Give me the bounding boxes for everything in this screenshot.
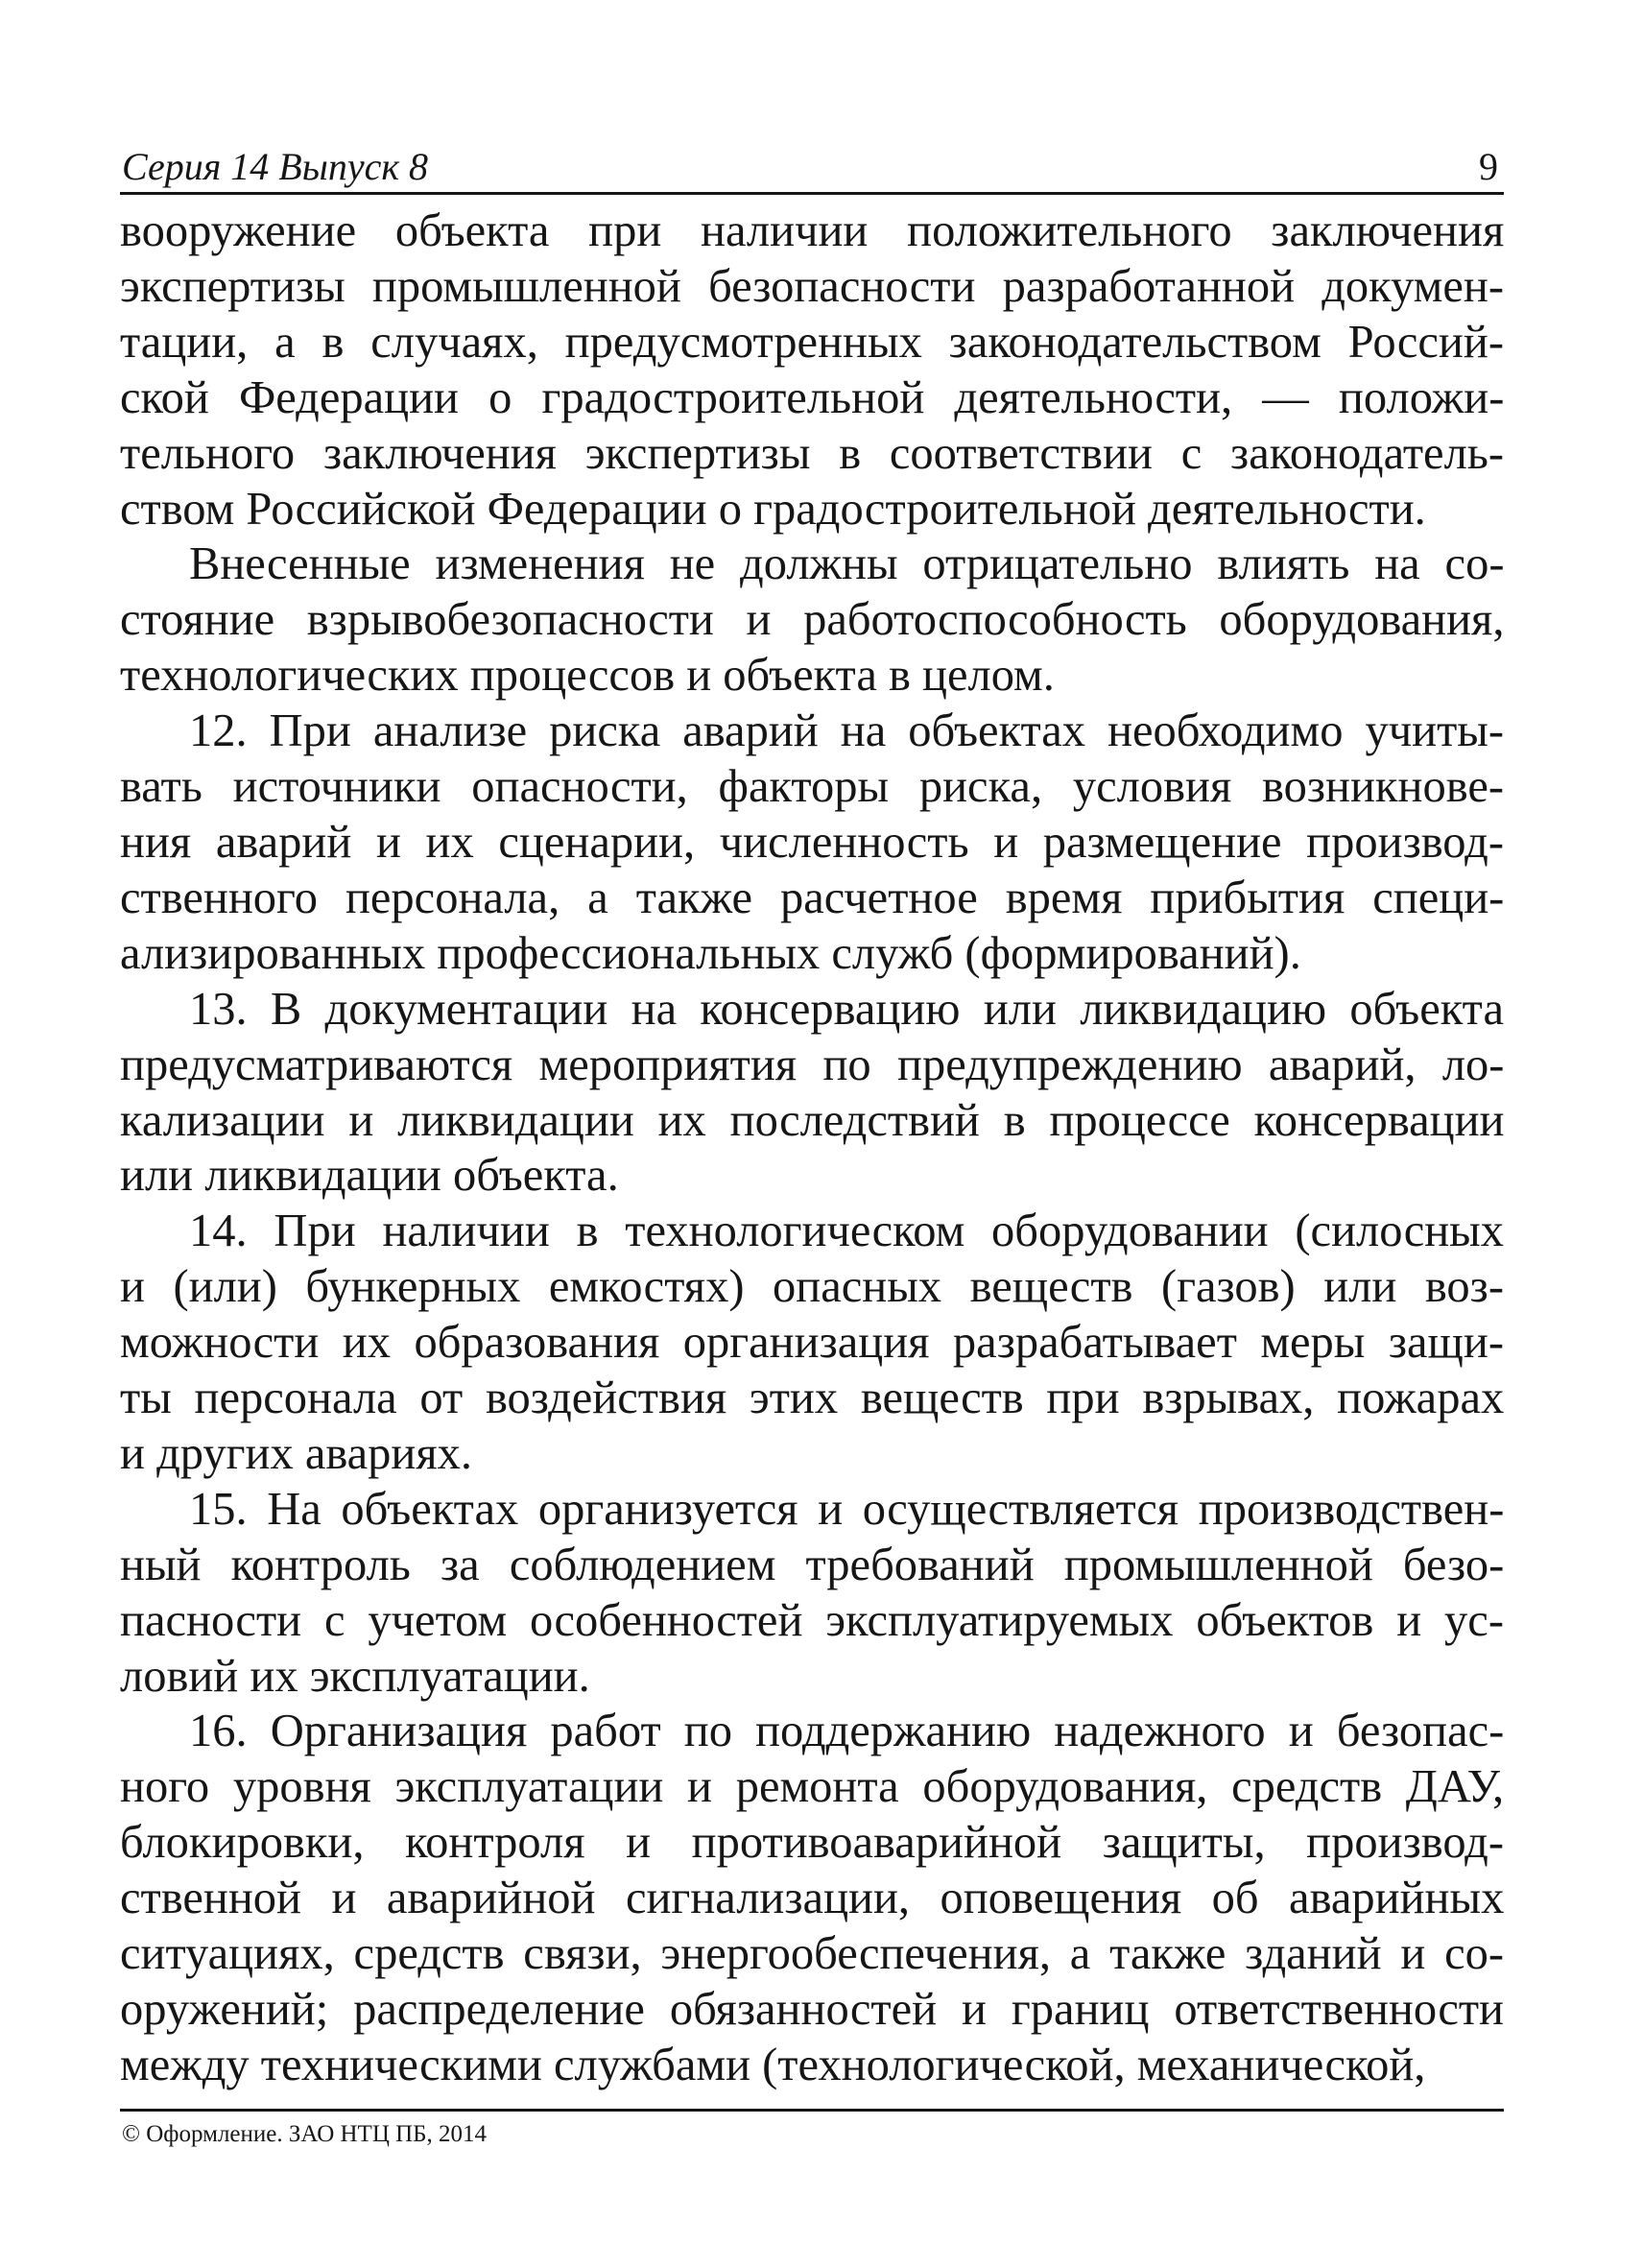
text-line: технологических процессов и объекта в целом. — [120, 650, 1055, 702]
text-line: можности их образования организация разрабатывает меры защи- — [120, 1317, 1504, 1369]
text-line: тельного заключения экспертизы в соответствии с законодатель- — [120, 427, 1505, 479]
text-line: ством Российской Федерации о градостроительной деятельности. — [120, 483, 1426, 535]
text-line: ализированных профессиональных служб (формирований). — [120, 927, 1301, 979]
text-line: оружений; распределение обязанностей и границ ответственности — [120, 1984, 1505, 2035]
text-line: ты персонала от воздействия этих веществ при взрывах, пожарах — [120, 1373, 1505, 1424]
text-line: кализации и ликвидации их последствий в процессе консервации — [120, 1094, 1505, 1146]
text-line: 14. При наличии в технологическом оборудовании (силосных — [189, 1206, 1505, 1257]
text-line: пасности с учетом особенностей эксплуатируемых объектов и ус- — [120, 1594, 1504, 1646]
text-line: ситуациях, средств связи, энергообеспечения, а также зданий и со- — [120, 1928, 1504, 1980]
running-header — [120, 142, 1504, 195]
text-line: между техническими службами (технологической, механической, — [120, 2039, 1426, 2090]
body-text — [120, 203, 1504, 2093]
text-line: 13. В документации на консервацию или ликвидацию объекта — [189, 983, 1504, 1035]
text-line: 15. На объектах организуется и осуществляется производствен- — [189, 1483, 1505, 1535]
text-line: Внесенные изменения не должны отрицательно влиять на со- — [189, 538, 1505, 590]
text-line: экспертизы промышленной безопасности разработанной докумен- — [120, 260, 1504, 312]
text-line: 12. При анализе риска аварий на объектах необходимо учиты- — [189, 705, 1504, 757]
text-line: ный контроль за соблюдением требований промышленной безо- — [120, 1539, 1505, 1590]
text-line: ственного персонала, а также расчетное время прибытия специ- — [120, 871, 1505, 923]
page-number: 9 — [1479, 145, 1498, 188]
text-line: блокировки, контроля и противоаварийной защиты, производ- — [120, 1817, 1504, 1869]
paragraph — [120, 203, 1504, 537]
text-line: вать источники опасности, факторы риска, условия возникнове- — [120, 761, 1504, 813]
text-line: ственной и аварийной сигнализации, оповещения об аварийных — [120, 1873, 1505, 1924]
text-line: и других авариях. — [120, 1427, 473, 1479]
text-line: тации, а в случаях, предусмотренных законодательством Россий- — [120, 316, 1504, 368]
copyright-notice: © Оформление. ЗАО НТЦ ПБ, 2014 — [122, 2121, 488, 2147]
text-line: ловий их эксплуатации. — [120, 1650, 590, 1702]
text-line: ния аварий и их сценарии, численность и размещение производ- — [120, 816, 1504, 868]
paragraph — [120, 982, 1504, 1205]
text-line: и (или) бункерных емкостях) опасных веществ (газов) или воз- — [120, 1261, 1504, 1313]
paragraph — [120, 537, 1504, 704]
text-line: ской Федерации о градостроительной деятельности, — положи- — [120, 371, 1505, 423]
text-line: стояние взрывобезопасности и работоспособность оборудования, — [120, 594, 1505, 646]
paragraph — [120, 1482, 1504, 1705]
document-page — [120, 0, 1504, 2268]
text-line: 16. Организация работ по поддержанию надежного и безопас- — [189, 1706, 1505, 1757]
paragraph — [120, 1704, 1504, 2092]
footer-rule — [120, 2109, 1504, 2112]
series-title: Серия 14 Выпуск 8 — [122, 145, 429, 188]
paragraph — [120, 1204, 1504, 1482]
text-line: или ликвидации объекта. — [120, 1150, 619, 1202]
text-line: вооружение объекта при наличии положительного заключения — [120, 205, 1505, 256]
text-line: предусматриваются мероприятия по предупреждению аварий, ло- — [120, 1039, 1505, 1090]
paragraph — [120, 704, 1504, 982]
text-line: ного уровня эксплуатации и ремонта оборудования, средств ДАУ, — [120, 1761, 1505, 1813]
